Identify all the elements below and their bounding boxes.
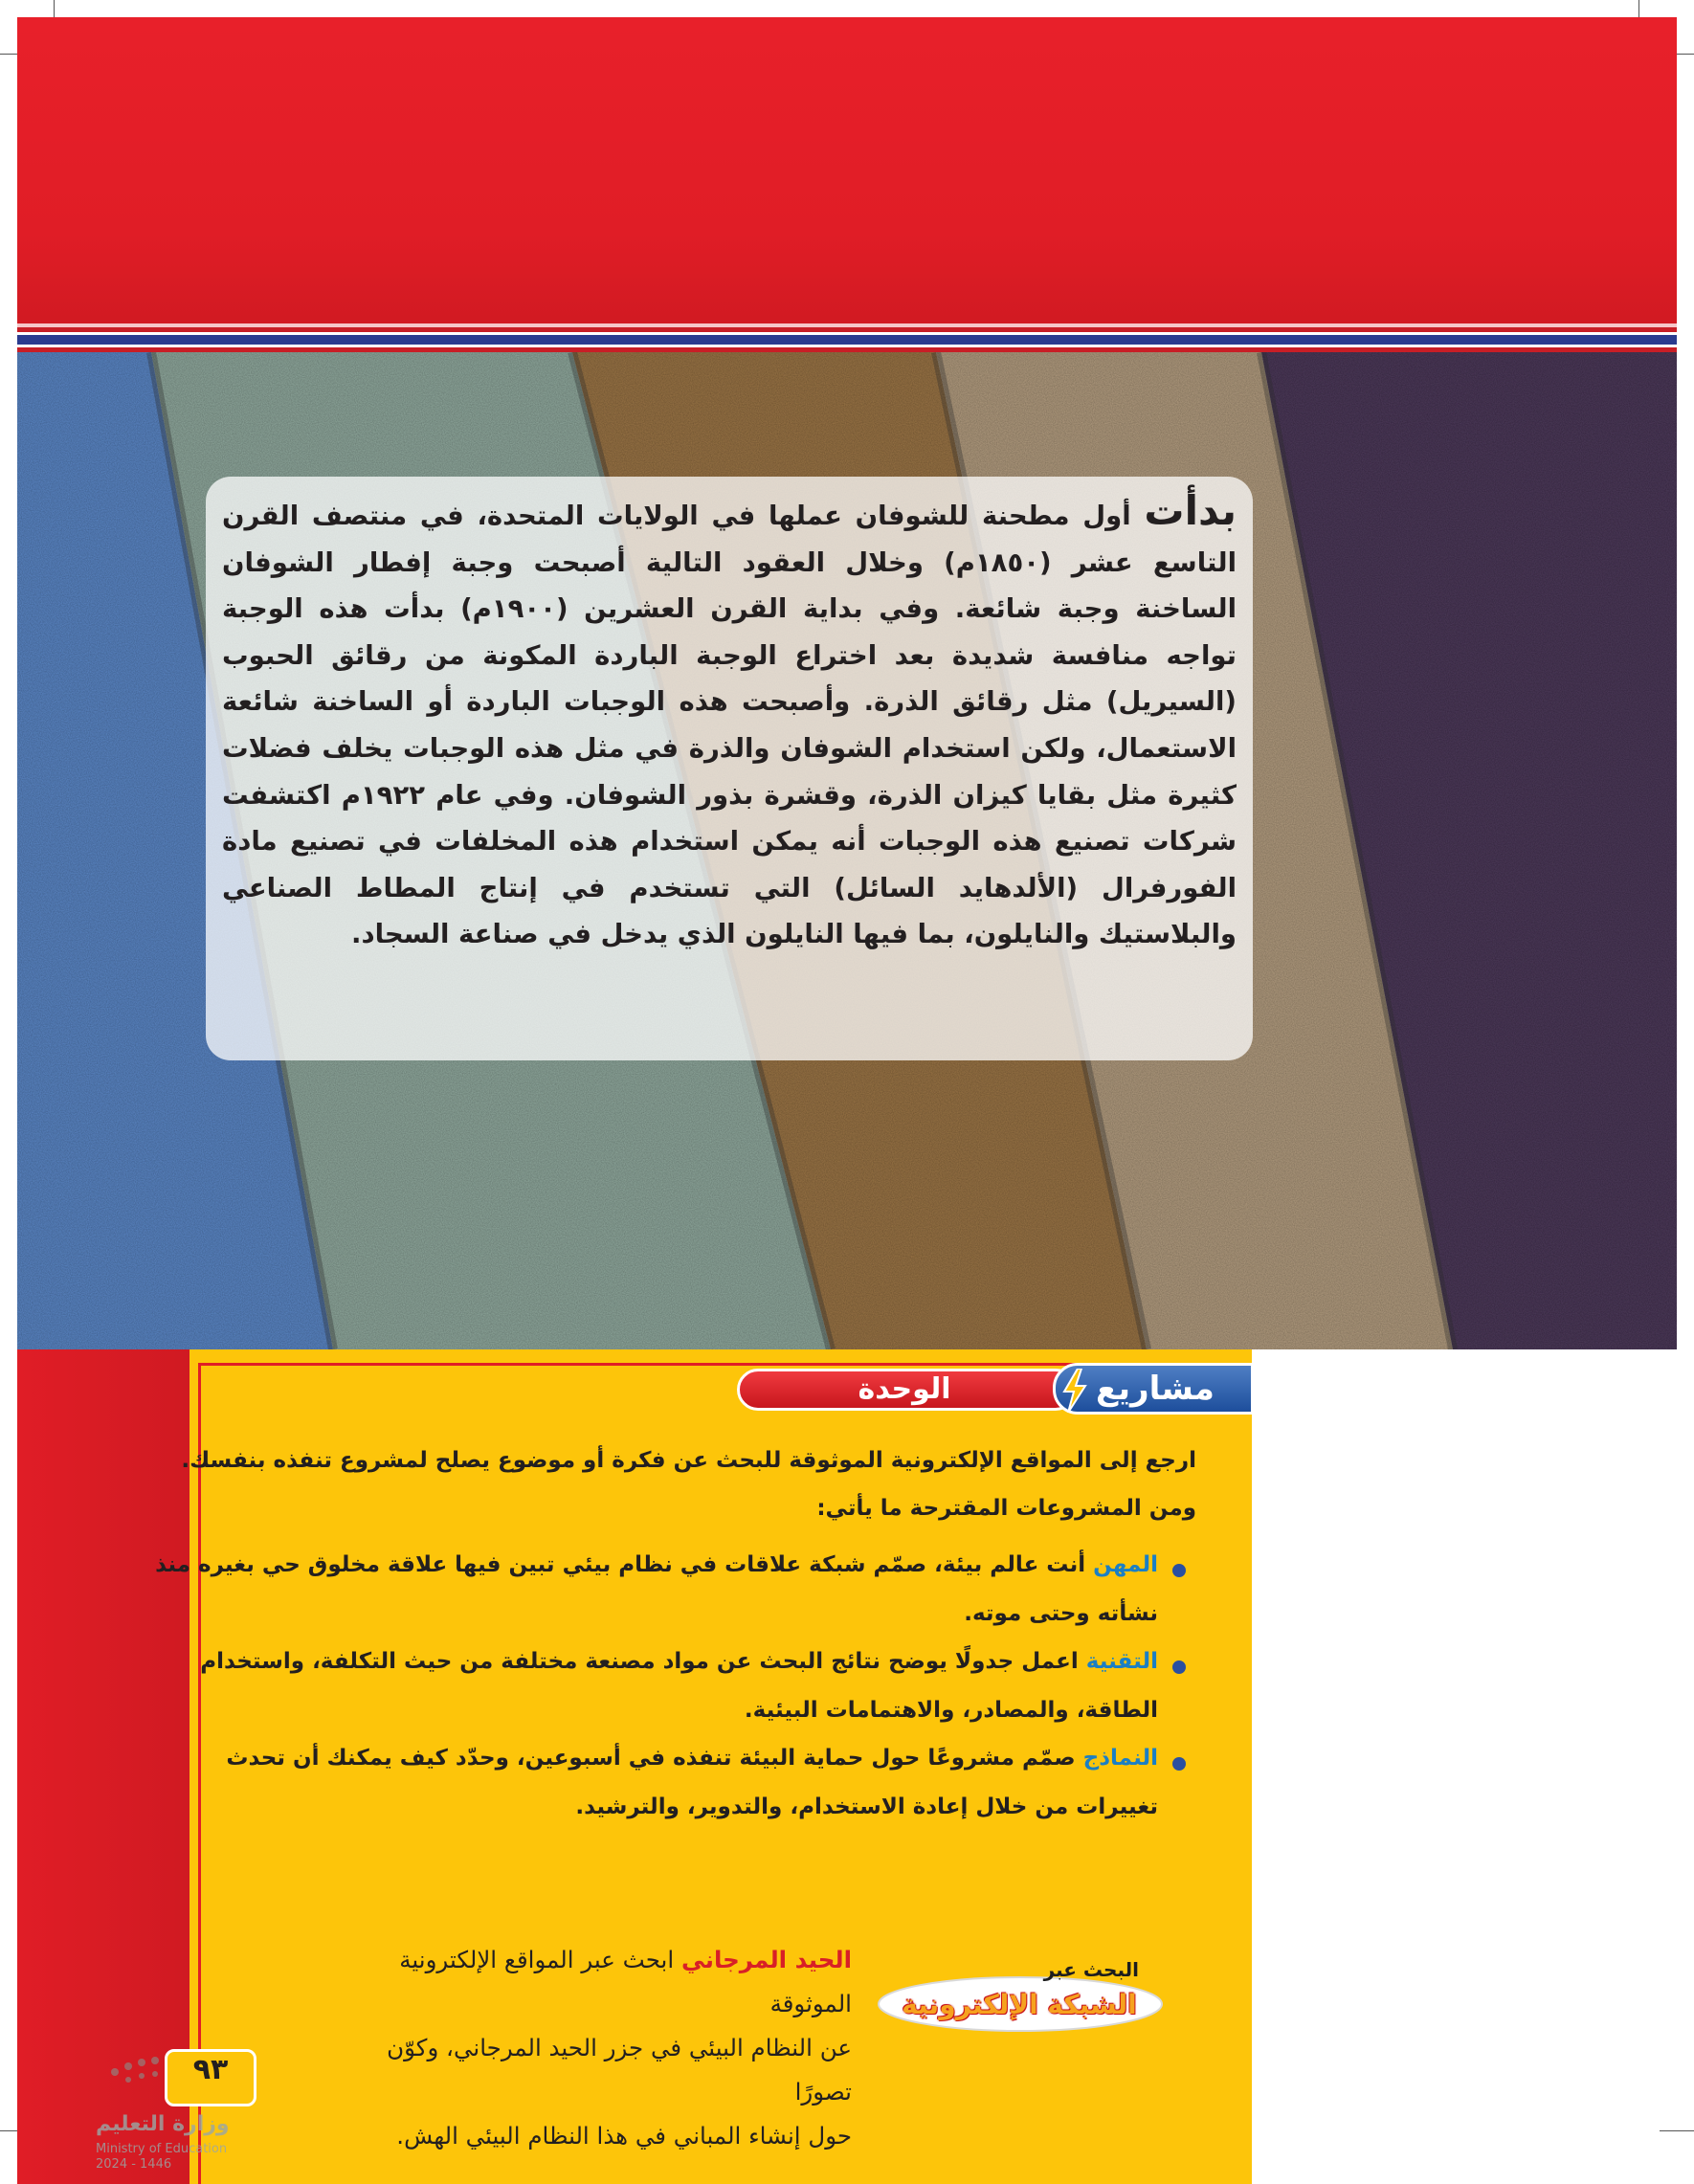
project-item-technology [200, 1649, 1158, 1674]
project-item-technology-cont: الطاقة، والمصادر، والاهتمامات البيئية. [744, 1698, 1158, 1723]
ministry-name-en: Ministry of Education [96, 2142, 228, 2156]
project-text: صمّم مشروعًا حول حماية البيئة تنفذه في أسبوعين، وحدّد كيف يمكنك أن تحدث [226, 1746, 1076, 1771]
lead-word: بدأت [1144, 487, 1237, 534]
banner-stripes [17, 323, 1677, 352]
coral-line-1: ابحث عبر المواقع الإلكترونية الموثوقة [399, 1946, 852, 2017]
project-term: المهن [1093, 1552, 1158, 1577]
ministry-name-ar: وزارة التعليم [96, 2112, 230, 2136]
coral-term: الحيد المرجاني [680, 1946, 852, 1973]
bullet-dot-icon [1172, 1564, 1186, 1577]
badge-bottom-label: الشبكة الإلكترونية [902, 1989, 1137, 2020]
project-term: التقنية [1085, 1649, 1158, 1674]
coral-reef-activity [383, 1938, 852, 2158]
project-text: اعمل جدولًا يوضح نتائج البحث عن مواد مصنعة مختلفة من حيث التكلفة، واستخدام [200, 1649, 1079, 1674]
projects-tab-label: مشاريع [1096, 1370, 1215, 1408]
projects-intro-2: ومن المشروعات المقترحة ما يأتي: [816, 1496, 1196, 1521]
project-item-careers-cont: نشأته وحتى موته. [964, 1601, 1158, 1626]
top-red-banner [17, 17, 1677, 325]
ministry-year: 2024 - 1446 [96, 2157, 172, 2172]
project-item-models [226, 1746, 1158, 1771]
crop-mark [1660, 2130, 1694, 2131]
project-term: النماذج [1082, 1746, 1158, 1771]
page-number: ٩٣ [192, 2053, 229, 2086]
lightning-bolt-icon [1060, 1369, 1087, 1413]
unit-tab-label: الوحدة [858, 1372, 951, 1406]
project-item-models-cont: تغييرات من خلال إعادة الاستخدام، والتدوير، والترشيد. [575, 1794, 1158, 1819]
project-text: أنت عالم بيئة، صمّم شبكة علاقات في نظام بيئي تبين فيها علاقة مخلوق حي بغيره منذ [155, 1552, 1086, 1577]
projects-intro-1: ارجع إلى المواقع الإلكترونية الموثوقة للبحث عن فكرة أو موضوع يصلح لمشروع تنفذه بنفسك. [181, 1448, 1196, 1473]
bullet-dot-icon [1172, 1757, 1186, 1771]
project-item-careers [155, 1552, 1158, 1577]
coral-line-2: عن النظام البيئي في جزر الحيد المرجاني، وكوّن تصورًا [387, 2034, 852, 2106]
bullet-dot-icon [1172, 1660, 1186, 1674]
coral-line-3: حول إنشاء المباني في هذا النظام البيئي الهش. [396, 2122, 852, 2150]
paragraph-text: أول مطحنة للشوفان عملها في الولايات المتحدة، في منتصف القرن التاسع عشر (١٨٥٠م) وخلال العقود التالية أصبحت وجبة إفطار الشوفان الساخنة وجبة شائعة. وفي بداية القرن العشرين (١٩٠٠م) بدأت هذه الوجبة تواجه منافسة شديدة بعد اختراع الوجبة الباردة المكونة من رقائق الحبوب (السيريل) مثل رقائق الذرة. وأصبحت هذه الوجبات الباردة أو الساخنة شائعة الاستعمال، ولكن استخدام الشوفان والذرة في مثل هذه الوجبات يخلف فضلات كثيرة مثل بقايا كيزان الذرة، وقشرة بذور الشوفان. وفي عام ١٩٢٢م اكتشفت شركات تصنيع هذه الوجبات أنه يمكن استخدام هذه المخلفات في تصنيع مادة الفورفرال (الألدهايد السائل) التي تستخدم في إنتاج المطاط الصناعي والبلاستيك والنايلون، بما فيها النايلون الذي يدخل في صناعة السجاد. [222, 501, 1237, 950]
badge-top-label: البحث عبر [1043, 1958, 1139, 1981]
body-paragraph [222, 488, 1237, 958]
